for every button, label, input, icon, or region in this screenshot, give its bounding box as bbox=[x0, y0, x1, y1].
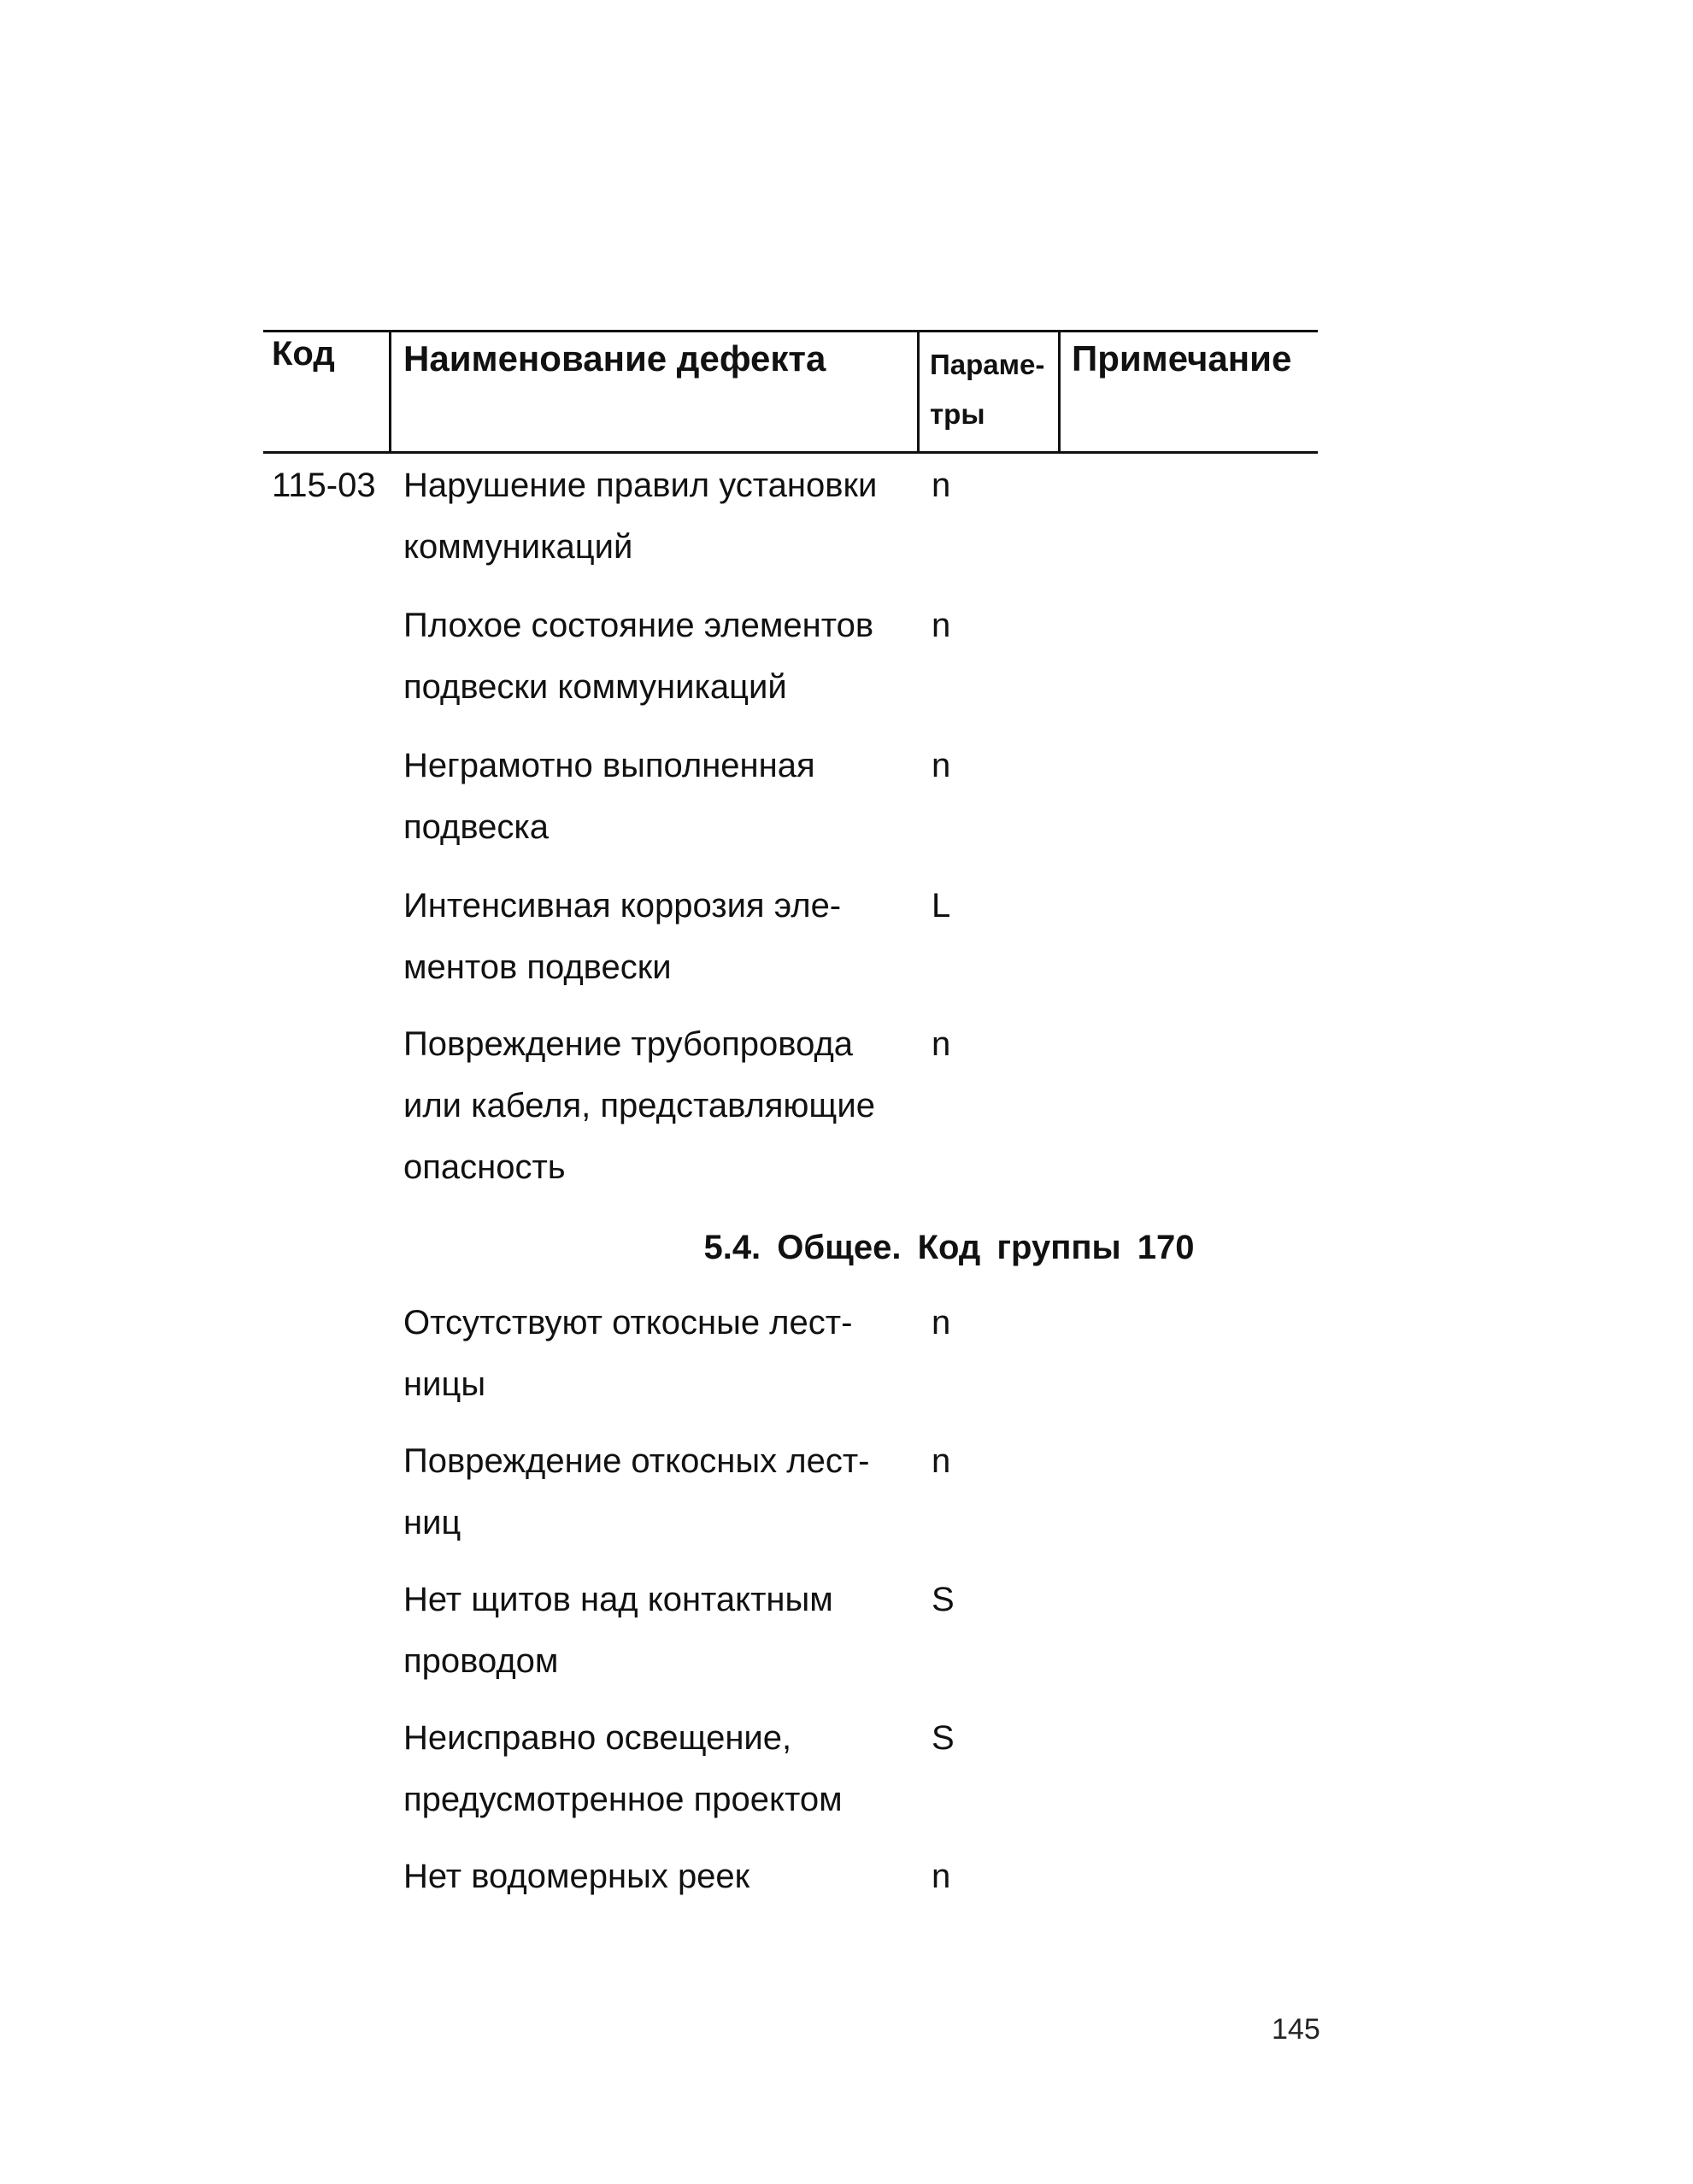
row-parameter: S bbox=[932, 1719, 955, 1757]
table-header-top-rule bbox=[263, 330, 1318, 332]
row-defect-name bbox=[403, 1013, 925, 1198]
table-header-bottom-rule bbox=[263, 451, 1318, 454]
row-defect-name-line: подвески коммуникаций bbox=[403, 668, 787, 706]
row-parameter: n bbox=[932, 467, 951, 504]
row-defect-name bbox=[403, 875, 925, 998]
row-defect-name-line: или кабеля, представляющие bbox=[403, 1087, 875, 1124]
page-number: 145 bbox=[1272, 2013, 1320, 2046]
row-defect-name-line: Интенсивная коррозия эле- bbox=[403, 887, 842, 925]
row-defect-name-line: подвеска bbox=[403, 808, 550, 846]
row-code: 115-03 bbox=[272, 467, 376, 504]
row-defect-name bbox=[403, 1707, 925, 1830]
row-defect-name-line: коммуникаций bbox=[403, 528, 633, 566]
row-parameter: L bbox=[932, 887, 951, 925]
row-defect-name-line: проводом bbox=[403, 1642, 559, 1680]
row-defect-name bbox=[403, 1430, 925, 1553]
row-defect-name-line: Нет щитов над контактным bbox=[403, 1581, 833, 1618]
row-defect-name-line: Повреждение откосных лест- bbox=[403, 1442, 870, 1480]
row-defect-name bbox=[403, 1292, 925, 1415]
header-parameters-line2: тры bbox=[930, 398, 985, 430]
column-divider bbox=[1058, 331, 1061, 453]
header-code: Код bbox=[272, 335, 335, 373]
header-parameters bbox=[930, 340, 1058, 439]
section-title: 5.4. Общее. Код группы 170 bbox=[703, 1229, 1195, 1266]
row-defect-name bbox=[403, 1846, 925, 1907]
row-defect-name bbox=[403, 1569, 925, 1692]
row-defect-name-line: Неисправно освещение, bbox=[403, 1719, 792, 1757]
row-defect-name-line: ментов подвески bbox=[403, 948, 672, 986]
row-parameter: n bbox=[932, 1304, 951, 1342]
row-defect-name-line: Нарушение правил установки bbox=[403, 467, 878, 504]
row-parameter: n bbox=[932, 1442, 951, 1480]
row-defect-name bbox=[403, 735, 925, 858]
row-defect-name bbox=[403, 595, 925, 718]
row-defect-name-line: Повреждение трубопровода bbox=[403, 1025, 854, 1063]
row-defect-name-line: ницы bbox=[403, 1365, 486, 1403]
row-parameter: S bbox=[932, 1581, 955, 1618]
row-parameter: n bbox=[932, 1858, 951, 1895]
row-defect-name-line: Плохое состояние элементов bbox=[403, 607, 874, 644]
column-divider bbox=[389, 331, 391, 453]
row-parameter: n bbox=[932, 747, 951, 784]
header-defect-name: Наименование дефекта bbox=[403, 338, 826, 379]
row-defect-name-line: ниц bbox=[403, 1504, 461, 1541]
row-defect-name-line: Нет водомерных реек bbox=[403, 1858, 750, 1895]
row-defect-name bbox=[403, 455, 925, 578]
row-parameter: n bbox=[932, 1025, 951, 1063]
row-defect-name-line: Неграмотно выполненная bbox=[403, 747, 815, 784]
header-note: Примечание bbox=[1072, 338, 1292, 379]
row-parameter: n bbox=[932, 607, 951, 644]
row-defect-name-line: Отсутствуют откосные лест- bbox=[403, 1304, 853, 1342]
row-defect-name-line: предусмотренное проектом bbox=[403, 1781, 843, 1818]
row-defect-name-line: опасность bbox=[403, 1148, 566, 1186]
header-parameters-line1: Параме- bbox=[930, 349, 1045, 380]
column-divider bbox=[917, 331, 920, 453]
